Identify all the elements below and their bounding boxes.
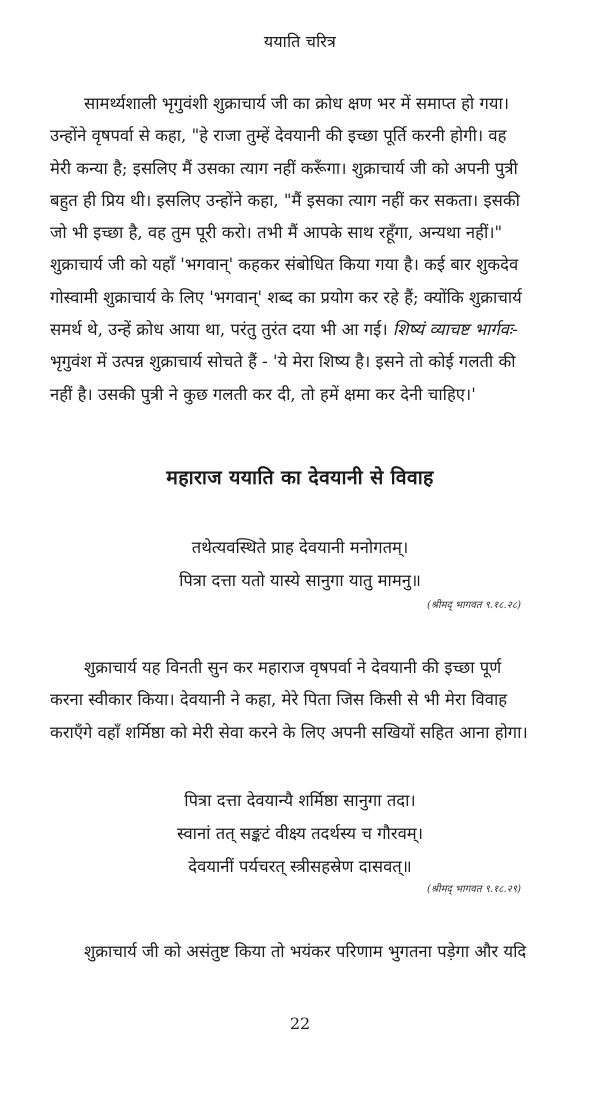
verse-line: देवयानीं पर्यचरत् स्त्रीसहस्रेण दासवत्॥ [188,857,412,876]
paragraph-line: सामर्थ्यशाली भृगुवंशी शुक्राचार्य जी का क्रोध क्षण भर में समाप्त हो गया। [84,94,510,113]
paragraph-line: मेरी कन्या है; इसलिए मैं उसका त्याग नहीं करूँगा। शुक्राचार्य जी को अपनी पुत्री [50,158,518,178]
paragraph-line-text: समर्थ थे, उन्हें क्रोध आया था, परंतु तुरंत दया भी आ गई। [50,320,388,340]
paragraph-line: शुक्राचार्य जी को असंतुष्ट किया तो भयंकर परिणाम भुगतना पड़ेगा और यदि [84,942,527,961]
paragraph-line: करना स्वीकार किया। देवयानी ने कहा, मेरे पिता जिस किसी से भी मेरा विवाह [50,690,508,710]
section-heading: महाराज ययाति का देवयानी से विवाह [166,466,434,489]
paragraph-line: नहीं है। उसकी पुत्री ने कुछ गलती कर दी, तो हमें क्षमा कर देनी चाहिए।' [50,384,476,404]
verse-1-citation: (श्रीमद् भागवत ९.१८.२८) [427,600,521,611]
paragraph-line: कराएँगे वहाँ शर्मिष्ठा को मेरी सेवा करने के लिए अपनी सखियों सहित आना होगा। [50,722,528,742]
verse-line: स्वानां तत् सङ्कटं वीक्ष्य तदर्थस्य च गौरवम्। [176,824,424,843]
verse-line: पित्रा दत्ता यतो यास्ये सानुगा यातु मामनु॥ [179,571,421,590]
paragraph-1 [50,88,550,411]
paragraph-line: उन्होंने वृषपर्वा से कहा, "हे राजा तुम्हें देवयानी की इच्छा पूर्ति करनी होगी। वह [50,126,507,146]
verse-2-citation: (श्रीमद् भागवत ९.१८.२९) [427,884,521,895]
paragraph-line [50,314,550,346]
paragraph-line: जो भी इच्छा है, वह तुम पूरी करो। तभी मैं आपके साथ रहूँगा, अन्यथा नहीं।" [50,223,503,243]
running-head: ययाति चरित्र [263,32,337,51]
paragraph-line: शुक्राचार्य यह विनती सुन कर महाराज वृषपर्वा ने देवयानी की इच्छा पूर्ण [84,658,502,677]
paragraph-line: बहुत ही प्रिय थी। इसलिए उन्होंने कहा, "मैं इसका त्याग नहीं कर सकता। इसकी [50,190,520,210]
paragraph-3 [50,936,550,968]
paragraph-line: भृगुवंश में उत्पन्न शुक्राचार्य सोचते हैं - 'ये मेरा शिष्य है। इसने तो कोई गलती की [50,352,516,372]
page-number: 22 [289,1014,311,1033]
paragraph-line: शुक्राचार्य जी को यहाँ 'भगवान्' कहकर संबोधित किया गया है। कई बार शुकदेव [50,255,519,275]
paragraph-2 [50,652,550,749]
verse-line: पित्रा दत्ता देवयान्यै शर्मिष्ठा सानुगा तदा। [184,791,416,810]
paragraph-line: गोस्वामी शुक्राचार्य के लिए 'भगवान्' शब्द का प्रयोग कर रहे हैं; क्योंकि शुक्राचार्य [50,287,522,307]
verse-line: तथेत्यवस्थिते प्राह देवयानी मनोगतम्। [191,538,409,557]
verse-1 [0,531,600,597]
sanskrit-quote: शिष्यं व्याचष्ट भार्गवः- [392,320,518,340]
verse-2 [0,784,600,883]
